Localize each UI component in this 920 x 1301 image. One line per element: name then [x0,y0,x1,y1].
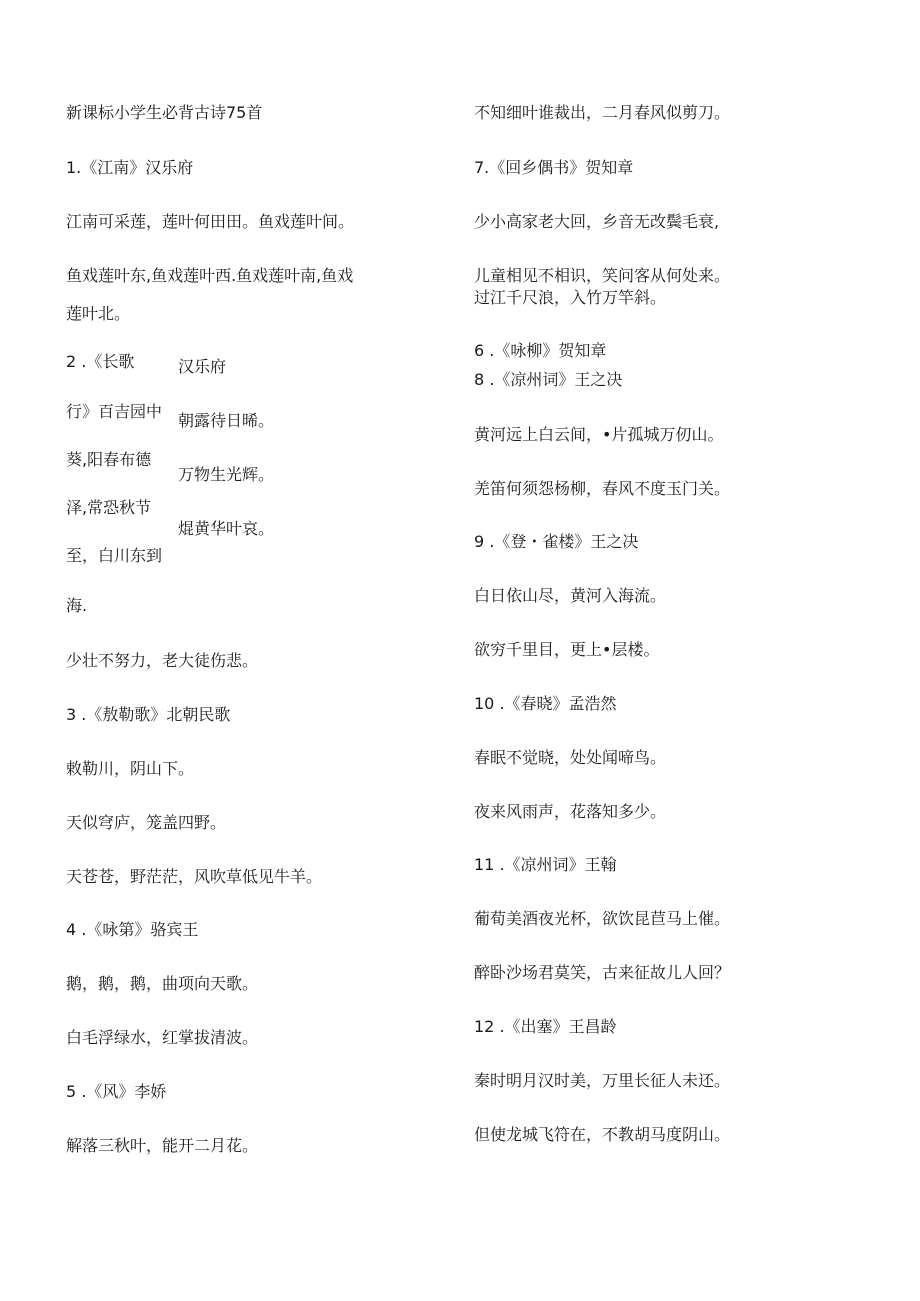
poem-11-line-1: 葡荀美酒夜光杯，欲饮昆苣马上催。 [474,909,731,928]
poem-1-line-3: 莲叶北。 [66,304,131,323]
poem-2-col-b-1: 汉乐府 [178,357,227,376]
poem-1-heading: 1.《江南》汉乐府 [66,158,194,177]
poem-9-line-2: 欲穷千里目，更上•层楼。 [474,640,660,659]
poem-1-line-2: 鱼戏莲叶东,鱼戏莲叶西.鱼戏莲叶南,鱼戏 [66,266,354,285]
poem-5-heading: 5 .《风》李娇 [66,1082,167,1101]
poem-2-col-b-4: 焜黄华叶哀。 [178,519,275,538]
poem-5-line-1: 解落三秋叶，能开二月花。 [66,1136,259,1155]
poem-11-heading: 11 .《凉州词》王翰 [474,855,617,874]
poem-4-line-1: 鹅，鹅，鹅，曲项向天歌。 [66,974,259,993]
poem-9-heading: 9 .《登・雀楼》王之决 [474,532,639,551]
poem-4-line-2: 白毛浮绿水，红掌拔清波。 [66,1028,259,1047]
poem-6-last-line: 不知细叶谁裁出，二月春风似剪刀。 [474,103,731,122]
poem-7-heading: 7.《回乡偶书》贺知章 [474,158,634,177]
poem-2-col-b-2: 朝露待日晞。 [178,411,275,430]
poem-3-line-2: 天似穹庐，笼盖四野。 [66,813,227,832]
poem-8-line-1: 黄河远上白云间，•片孤城万仞山。 [474,425,724,444]
poem-4-heading: 4 .《咏第》骆宾王 [66,920,199,939]
poem-2-col-a-5: 至，白川东到 [66,546,163,565]
poem-3-line-1: 敕勒川，阴山下。 [66,759,195,778]
document-title: 新课标小学生必背古诗75首 [66,103,263,122]
poem-2-col-a-2: 行》百吉园中 [66,402,163,421]
poem-1-line-1: 江南可采莲，莲叶何田田。鱼戏莲叶间。 [66,212,355,231]
poem-12-line-2: 但使龙城飞符在，不教胡马度阴山。 [474,1125,731,1144]
poem-11-line-2: 醉卧沙场君莫笑，古来征故儿人回？ [474,963,731,982]
poem-6-heading: 6 .《咏柳》贺知章 [474,341,607,360]
poem-2-col-a-4: 泽,常恐秋节 [66,498,152,517]
poem-7-line-1: 少小高家老大回，乡音无改鬓毛衰, [474,212,720,231]
poem-8-heading: 8 .《凉州词》王之决 [474,370,623,389]
poem-12-heading: 12 .《出塞》王昌龄 [474,1017,617,1036]
poem-2-col-a-6: 海. [66,596,88,615]
poem-3-heading: 3 .《敖勒歌》北朝民歌 [66,705,231,724]
poem-10-line-1: 春眠不觉晓，处处闻啼鸟。 [474,748,667,767]
poem-7-line-2: 儿童相见不相识，笑问客从何处来。 [474,266,731,285]
poem-10-heading: 10 .《春晓》孟浩然 [474,694,617,713]
poem-3-line-3: 天苍苍，野茫茫，风吹草低见牛羊。 [66,867,323,886]
poem-12-line-1: 秦时明月汉时美，万里长征人未还。 [474,1071,731,1090]
poem-8-line-2: 羌笛何须怨杨柳，春风不度玉门关。 [474,479,731,498]
poem-2-col-b-3: 万物生光辉。 [178,465,275,484]
poem-2-last-line: 少壮不努力，老大徒伤悲。 [66,651,259,670]
poem-10-line-2: 夜来风雨声，花落知多少。 [474,802,667,821]
poem-2-col-a-3: 葵,阳春布德 [66,450,152,469]
poem-9-line-1: 白日依山尽，黄河入海流。 [474,586,667,605]
poem-7-line-3: 过江千尺浪，入竹万竿斜。 [474,288,667,307]
poem-2-col-a-1: 2 .《长歌 [66,352,135,371]
